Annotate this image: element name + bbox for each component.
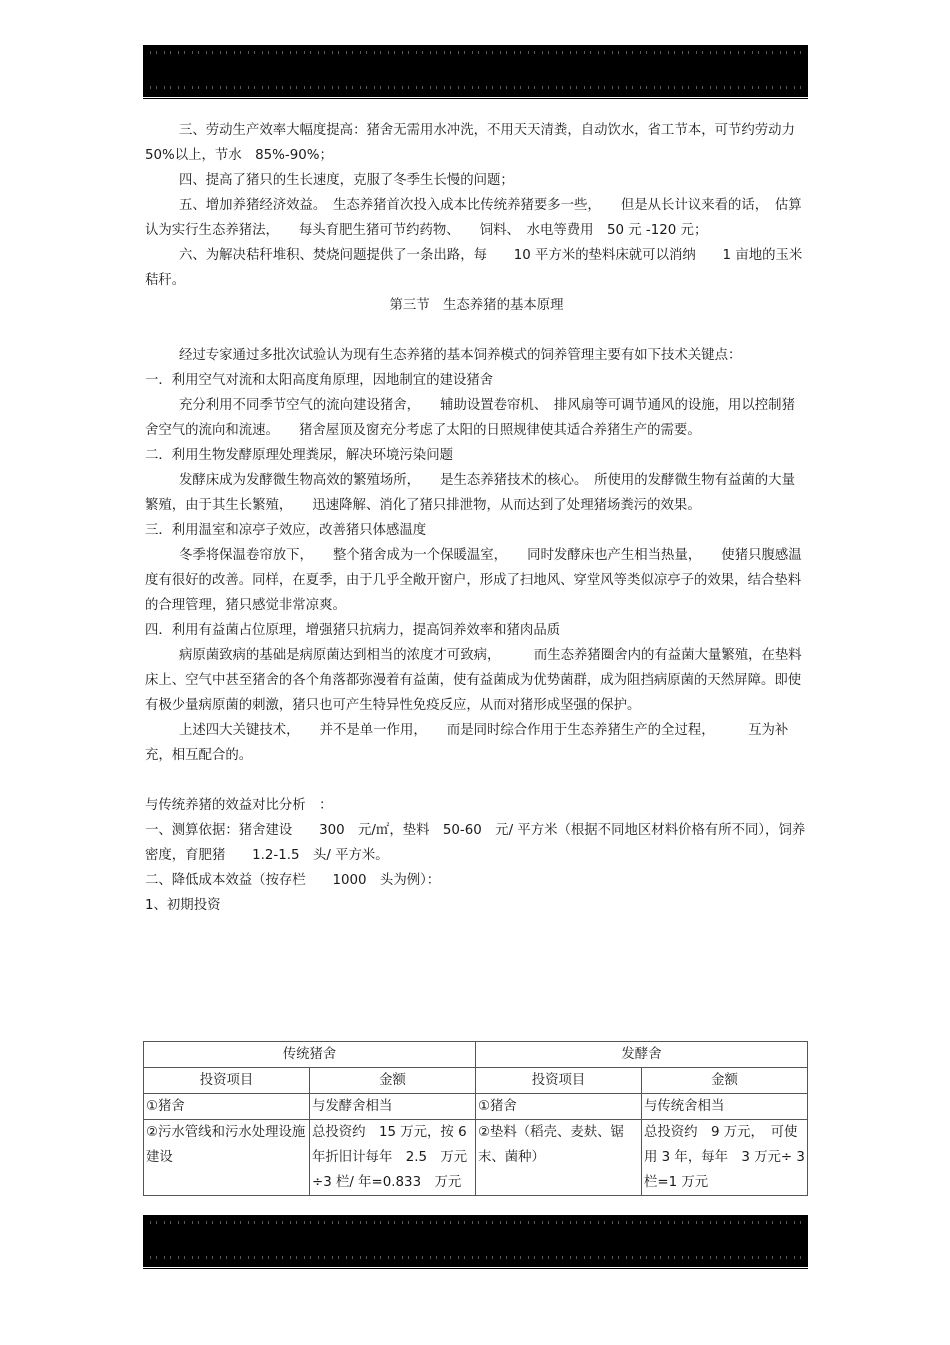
section-title: 第三节 生态养猪的基本原理 xyxy=(389,298,564,313)
paragraph-summary: 上述四大关键技术， 并不是单一作用， 而是同时综合作用于生态养猪生产的全过程， 互为补充，相互配合的。 xyxy=(145,723,789,763)
document-body xyxy=(145,118,808,918)
table-cell: ①猪舍 xyxy=(144,1094,310,1120)
header-cell: 投资项目 xyxy=(144,1068,310,1094)
heading-principle-1: 一．利用空气对流和太阳高度角原理，因地制宜的建设猪舍 xyxy=(145,373,494,388)
table-cell: 总投资约 9 万元， 可使用 3 年，每年 3 万元÷ 3 栏=1 万元 xyxy=(642,1120,808,1196)
paragraph-principle-3: 冬季将保温卷帘放下， 整个猪舍成为一个保暖温室， 同时发酵床也产生相当热量， 使猪只腹感温度有很好的改善。同样，在夏季，由于几乎全敞开窗户，形成了扫地风、穿堂风等类似凉亭子的效果，结合垫料的合理管理，猪只感觉非常凉爽。 xyxy=(145,548,802,613)
paragraph-principle-2: 发酵床成为发酵微生物高效的繁殖场所， 是生态养猪技术的核心。 所使用的发酵微生物有益菌的大量繁殖，由于其生长繁殖， 迅速降解、消化了猪只排泄物，从而达到了处理猪场粪污的效果。 xyxy=(145,473,795,513)
heading-principle-3: 三．利用温室和凉亭子效应，改善猪只体感温度 xyxy=(145,523,427,538)
heading-comparison: 与传统养猪的效益对比分析 ： xyxy=(145,798,333,813)
table-cell: ①猪舍 xyxy=(476,1094,642,1120)
table-cell: ②垫料（稻壳、麦麸、锯末、菌种） xyxy=(476,1120,642,1196)
table-cell: 与发酵舍相当 xyxy=(310,1094,476,1120)
table-cell: 与传统舍相当 xyxy=(642,1094,808,1120)
paragraph-economic-benefit: 五、增加养猪经济效益。 生态养猪首次投入成本比传统养猪要多一些， 但是从长计议来看的话， 估算认为实行生态养猪法， 每头育肥生猪可节约药物、 饲料、 水电等费用 50 元 -120 元； xyxy=(145,198,802,238)
paragraph-basis: 一、测算依据：猪舍建设 300 元/㎡，垫料 50-60 元/ 平方米（根据不同地区材料价格有所不同），饲养密度，育肥猪 1.2-1.5 头/ 平方米。 xyxy=(145,823,806,863)
paragraph-growth-speed: 四、提高了猪只的生长速度，克服了冬季生长慢的问题； xyxy=(179,173,514,188)
footer-rule xyxy=(143,1268,808,1269)
paragraph-principle-1: 充分利用不同季节空气的流向建设猪舍， 辅助设置卷帘机、 排风扇等可调节通风的设施，用以控制猪舍空气的流向和流速。 猪舍屋顶及窗充分考虑了太阳的日照规律使其适合养猪生产的需要。 xyxy=(145,398,795,438)
spacer xyxy=(145,318,808,343)
investment-table xyxy=(143,1041,808,1196)
header-cell: 金额 xyxy=(642,1068,808,1094)
header-rule xyxy=(143,98,808,99)
paragraph-principle-4: 病原菌致病的基础是病原菌达到相当的浓度才可致病， 而生态养猪圈舍内的有益菌大量繁殖，在垫料床上、空气中甚至猪舍的各个角落都弥漫着有益菌，使有益菌成为优势菌群，成为阻挡病原菌的天然屏障。即使有极少量病原菌的刺激，猪只也可产生特异性免疫反应，从而对猪形成坚强的保护。 xyxy=(145,648,802,713)
table-cell: 总投资约 15 万元，按 6 年折旧计每年 2.5 万元÷3 栏/ 年=0.833 万元 xyxy=(310,1120,476,1196)
group-fermentation: 发酵舍 xyxy=(476,1042,808,1068)
table-cell: ②污水管线和污水处理设施建设 xyxy=(144,1120,310,1196)
redacted-header-band xyxy=(143,45,808,97)
heading-initial-investment: 1、初期投资 xyxy=(145,898,221,913)
paragraph-straw-disposal: 六、为解决秸秆堆积、焚烧问题提供了一条出路，每 10 平方米的垫料床就可以消纳 1 亩地的玉米秸秆。 xyxy=(145,248,803,288)
table-row xyxy=(144,1120,808,1196)
paragraph-intro: 经过专家通过多批次试验认为现有生态养猪的基本饲养模式的饲养管理主要有如下技术关键点： xyxy=(179,348,742,363)
header-cell: 金额 xyxy=(310,1068,476,1094)
heading-principle-4: 四．利用有益菌占位原理，增强猪只抗病力，提高饲养效率和猪肉品质 xyxy=(145,623,561,638)
redacted-footer-band xyxy=(143,1215,808,1267)
group-traditional: 传统猪舍 xyxy=(144,1042,476,1068)
paragraph-cost-reduction: 二、降低成本效益（按存栏 1000 头为例）： xyxy=(145,873,441,888)
header-cell: 投资项目 xyxy=(476,1068,642,1094)
table-row xyxy=(144,1094,808,1120)
table-row xyxy=(144,1042,808,1068)
paragraph-labor-efficiency: 三、劳动生产效率大幅度提高：猪舍无需用水冲洗，不用天天清粪，自动饮水，省工节本，可节约劳动力 50%以上，节水 85%-90%； xyxy=(145,123,809,163)
heading-principle-2: 二．利用生物发酵原理处理粪尿，解决环境污染问题 xyxy=(145,448,453,463)
table-row xyxy=(144,1068,808,1094)
spacer xyxy=(145,768,808,793)
